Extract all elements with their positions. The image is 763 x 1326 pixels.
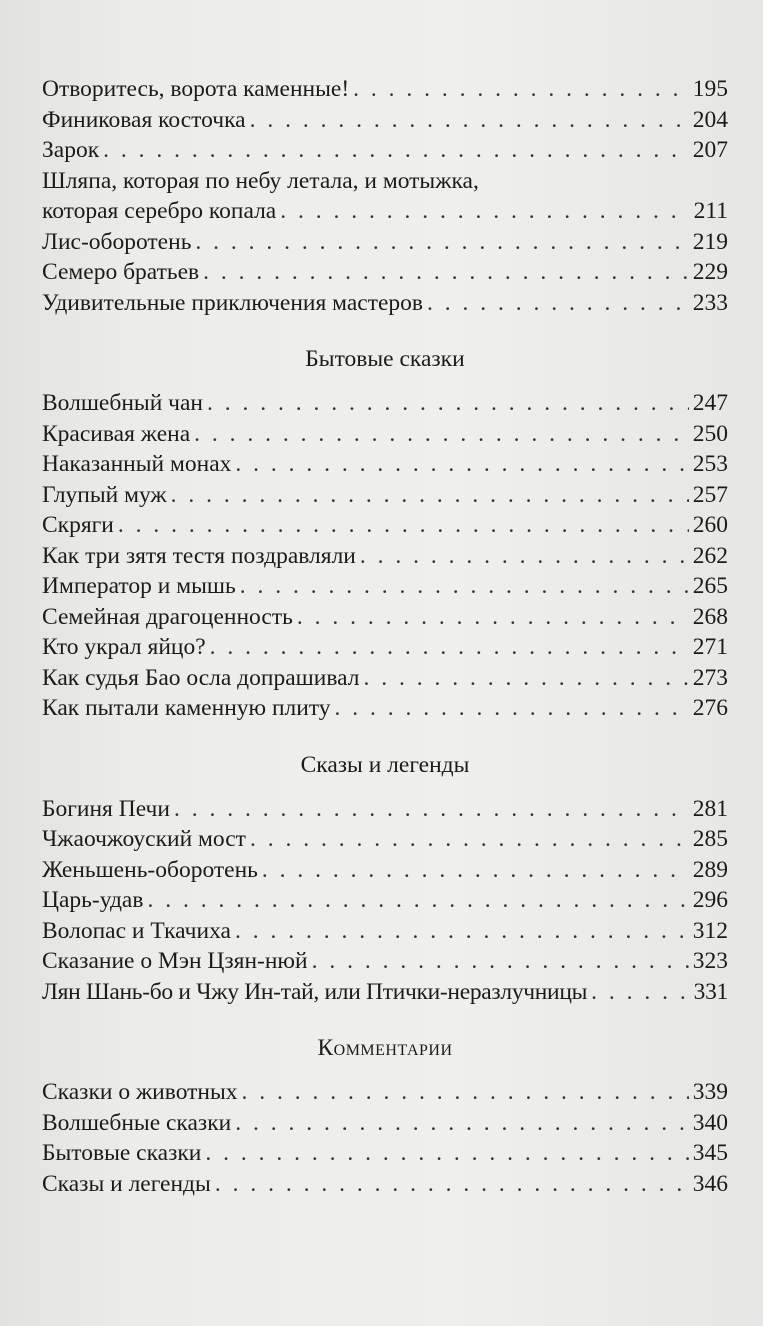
section-heading: Сказы и легенды bbox=[300, 751, 470, 778]
toc-entry[interactable]: Отворитесь, ворота каменные! . . . 195 bbox=[42, 74, 728, 105]
page-number: 195 bbox=[692, 76, 728, 102]
page-number: 265 bbox=[692, 573, 728, 599]
toc-entry[interactable]: Наказанный монах . . . 253 bbox=[42, 449, 728, 480]
toc-section-comments bbox=[42, 1033, 728, 1199]
toc-entry[interactable]: Женьшень-оборотень . . . 289 bbox=[42, 855, 728, 886]
leader-dots bbox=[297, 602, 689, 633]
page-number: 323 bbox=[692, 948, 728, 974]
leader-dots bbox=[240, 571, 689, 602]
toc-entry-title-line1: Шляпа, которая по небу летала, и мотыжка, bbox=[42, 167, 479, 194]
page-number: 233 bbox=[692, 289, 728, 316]
toc-entry[interactable]: Волшебные сказки . . . 340 bbox=[42, 1108, 728, 1139]
page-number: 257 bbox=[692, 481, 728, 508]
page-number: 204 bbox=[692, 106, 728, 133]
page-number: 268 bbox=[692, 603, 728, 630]
page-number: 340 bbox=[692, 1109, 728, 1136]
toc-entry[interactable]: Кто украл яйцо? . . . 271 bbox=[42, 632, 728, 663]
toc-entry-multiline[interactable] bbox=[42, 166, 728, 227]
leader-dots bbox=[235, 1108, 689, 1139]
leader-dots bbox=[250, 824, 689, 855]
page-number: 331 bbox=[693, 978, 728, 1005]
page-number: 312 bbox=[692, 917, 728, 944]
page-number: 281 bbox=[692, 795, 728, 822]
leader-dots bbox=[103, 135, 689, 166]
page-number: 262 bbox=[692, 542, 728, 569]
leader-dots bbox=[147, 885, 688, 916]
leader-dots bbox=[215, 1169, 689, 1200]
leader-dots bbox=[235, 916, 689, 947]
page-number: 250 bbox=[692, 420, 728, 447]
toc-entry[interactable]: Сказки о животных . . . 339 bbox=[42, 1077, 728, 1108]
toc-entry[interactable]: Красивая жена . . . 250 bbox=[42, 419, 728, 450]
page-number: 345 bbox=[692, 1140, 728, 1166]
leader-dots bbox=[280, 196, 689, 227]
leader-dots bbox=[195, 227, 688, 258]
page-number: 289 bbox=[692, 856, 728, 883]
leader-dots bbox=[118, 510, 689, 541]
page-number: 211 bbox=[693, 198, 728, 224]
leader-dots bbox=[203, 257, 689, 288]
toc-entry[interactable]: Скряги . . . 260 bbox=[42, 510, 728, 541]
page-number: 296 bbox=[692, 887, 728, 913]
toc-entry[interactable]: Чжаочжоуский мост . . . 285 bbox=[42, 824, 728, 855]
leader-dots bbox=[174, 794, 689, 825]
leader-dots bbox=[363, 663, 688, 694]
toc-entry[interactable]: Семейная драгоценность . . . 268 bbox=[42, 602, 728, 633]
toc-entry[interactable]: Сказание о Мэн Цзян-нюй . . . 323 bbox=[42, 946, 728, 977]
toc-entry[interactable]: Император и мышь . . . 265 bbox=[42, 571, 728, 602]
leader-dots bbox=[360, 541, 689, 572]
toc-entry[interactable]: Лян Шань-бо и Чжу Ин-тай, или Птички-неразлучницы . . . 331 bbox=[42, 977, 728, 1008]
table-of-contents bbox=[42, 74, 728, 1199]
toc-entry[interactable]: Как три зятя тестя поздравляли . . . 262 bbox=[42, 541, 728, 572]
leader-dots bbox=[250, 105, 689, 136]
toc-entry[interactable]: Бытовые сказки . . . 345 bbox=[42, 1138, 728, 1169]
toc-section-household-tales bbox=[42, 344, 728, 724]
toc-entry[interactable]: Как пытали каменную плиту . . . 276 bbox=[42, 693, 728, 724]
page-number: 285 bbox=[692, 826, 728, 852]
leader-dots bbox=[591, 977, 690, 1008]
toc-entry[interactable]: Лис-оборотень . . . 219 bbox=[42, 227, 728, 258]
leader-dots bbox=[312, 946, 689, 977]
toc-entry[interactable]: Волшебный чан . . . 247 bbox=[42, 388, 728, 419]
page-number: 219 bbox=[692, 228, 728, 255]
leader-dots bbox=[235, 449, 688, 480]
page-number: 247 bbox=[692, 390, 728, 416]
leader-dots bbox=[207, 388, 689, 419]
page-number: 346 bbox=[692, 1170, 728, 1197]
page-number: 273 bbox=[692, 664, 728, 691]
toc-entry[interactable]: Волопас и Ткачиха . . . 312 bbox=[42, 916, 728, 947]
page-number: 260 bbox=[692, 512, 728, 538]
toc-entry[interactable]: Сказы и легенды . . . 346 bbox=[42, 1169, 728, 1200]
page-number: 271 bbox=[692, 634, 728, 660]
page-number: 276 bbox=[692, 695, 728, 721]
toc-section-continued bbox=[42, 74, 728, 318]
toc-entry[interactable]: Зарок . . . 207 bbox=[42, 135, 728, 166]
toc-section-legends bbox=[42, 750, 728, 1008]
section-heading: Бытовые сказки bbox=[305, 346, 465, 372]
leader-dots bbox=[210, 632, 689, 663]
leader-dots bbox=[353, 74, 689, 105]
page-number: 229 bbox=[692, 259, 728, 285]
toc-entry[interactable]: Семеро братьев . . . 229 bbox=[42, 257, 728, 288]
toc-entry[interactable]: Финиковая косточка . . . 204 bbox=[42, 105, 728, 136]
leader-dots bbox=[262, 855, 689, 886]
page-number: 339 bbox=[692, 1079, 728, 1105]
leader-dots bbox=[427, 288, 689, 319]
toc-entry-line2: которая серебро копала . . . 211 bbox=[42, 196, 728, 227]
section-heading: Комментарии bbox=[317, 1035, 453, 1061]
page-number: 207 bbox=[692, 137, 728, 163]
page-number: 253 bbox=[692, 451, 728, 477]
leader-dots bbox=[194, 419, 689, 450]
toc-entry[interactable]: Богиня Печи . . . 281 bbox=[42, 794, 728, 825]
leader-dots bbox=[205, 1138, 688, 1169]
leader-dots bbox=[242, 1077, 689, 1108]
toc-entry[interactable]: Удивительные приключения мастеров . . . 233 bbox=[42, 288, 728, 319]
leader-dots bbox=[171, 480, 689, 511]
toc-entry[interactable]: Царь-удав . . . 296 bbox=[42, 885, 728, 916]
leader-dots bbox=[335, 693, 689, 724]
toc-entry[interactable]: Как судья Бао осла допрашивал . . . 273 bbox=[42, 663, 728, 694]
toc-entry[interactable]: Глупый муж . . . 257 bbox=[42, 480, 728, 511]
